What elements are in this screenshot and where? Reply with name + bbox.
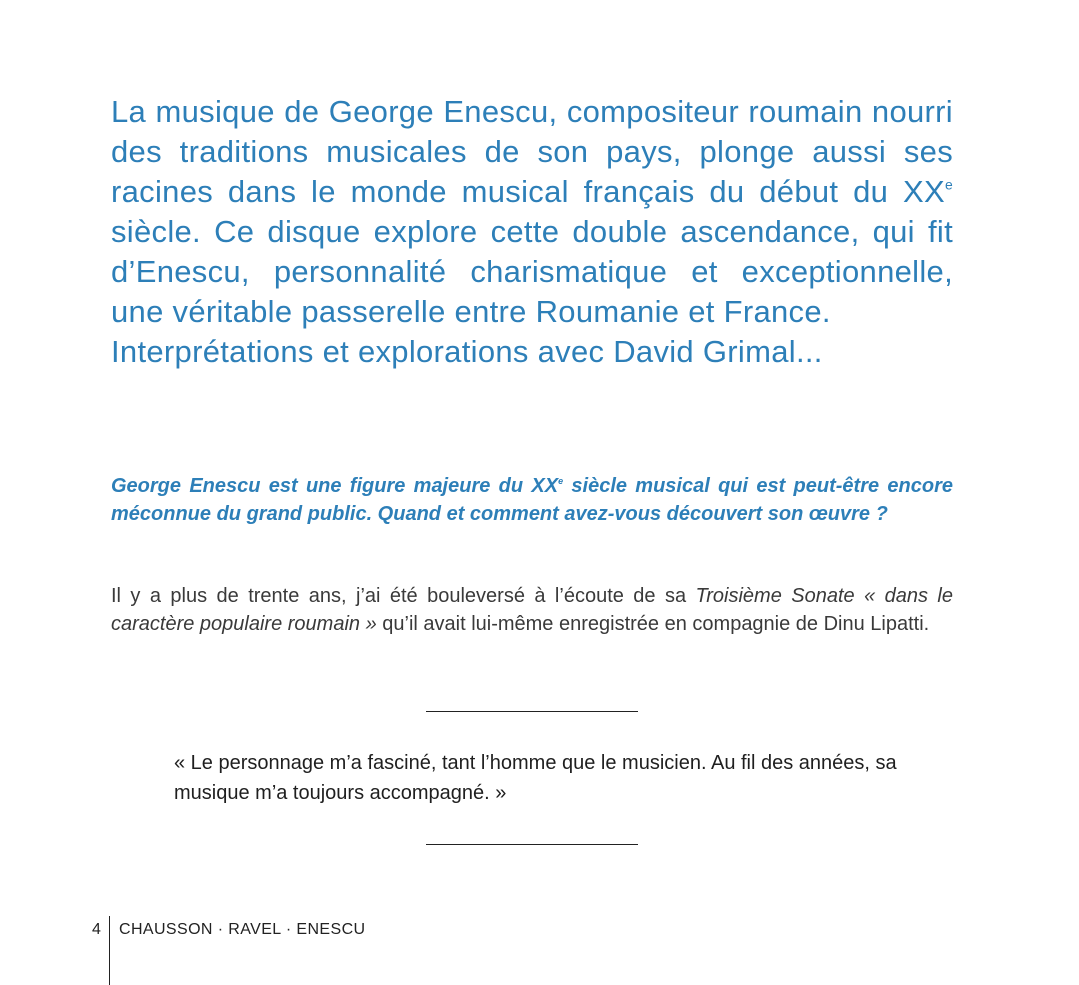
interview-answer xyxy=(111,582,953,638)
running-title: CHAUSSON · RAVEL · ENESCU xyxy=(119,921,366,938)
answer-part2: qu’il avait lui-même enregistrée en compagnie de Dinu Lipatti. xyxy=(376,613,930,635)
answer-part1: Il y a plus de trente ans, j’ai été bouleversé à l’écoute de sa xyxy=(111,585,696,607)
intro-paragraph xyxy=(111,92,953,372)
intro-last-line: Interprétations et explorations avec David Grimal... xyxy=(111,334,823,369)
intro-text-part1: La musique de George Enescu, compositeur roumain nourri des traditions musicales de son pays, plonge aussi ses racines dans le monde musical français du début du XX xyxy=(111,94,953,209)
intro-text-part2: siècle. Ce disque explore cette double ascendance, qui fit d’Enescu, personnalité charismatique et exceptionnelle, une véritable passerelle entre Roumanie et France. xyxy=(111,214,953,329)
intro-superscript: e xyxy=(944,176,953,193)
page-number: 4 xyxy=(92,921,101,938)
quote-divider-top xyxy=(426,711,638,712)
interview-question xyxy=(111,472,953,528)
quote-divider-bottom xyxy=(426,844,638,845)
question-part2: siècle musical qui est peut-être encore méconnue du grand public. Quand et comment avez-vous découvert son œuvre ? xyxy=(111,475,953,525)
footer-divider xyxy=(109,916,110,985)
intro-text xyxy=(111,92,953,332)
answer-work-title: Troisième Sonate « dans le caractère populaire roumain » xyxy=(111,585,953,635)
pull-quote: « Le personnage m’a fasciné, tant l’homme que le musicien. Au fil des années, sa musique m’a toujours accompagné. » xyxy=(174,752,897,804)
question-superscript: e xyxy=(558,475,564,486)
question-part1: George Enescu est une figure majeure du XX xyxy=(111,475,559,497)
